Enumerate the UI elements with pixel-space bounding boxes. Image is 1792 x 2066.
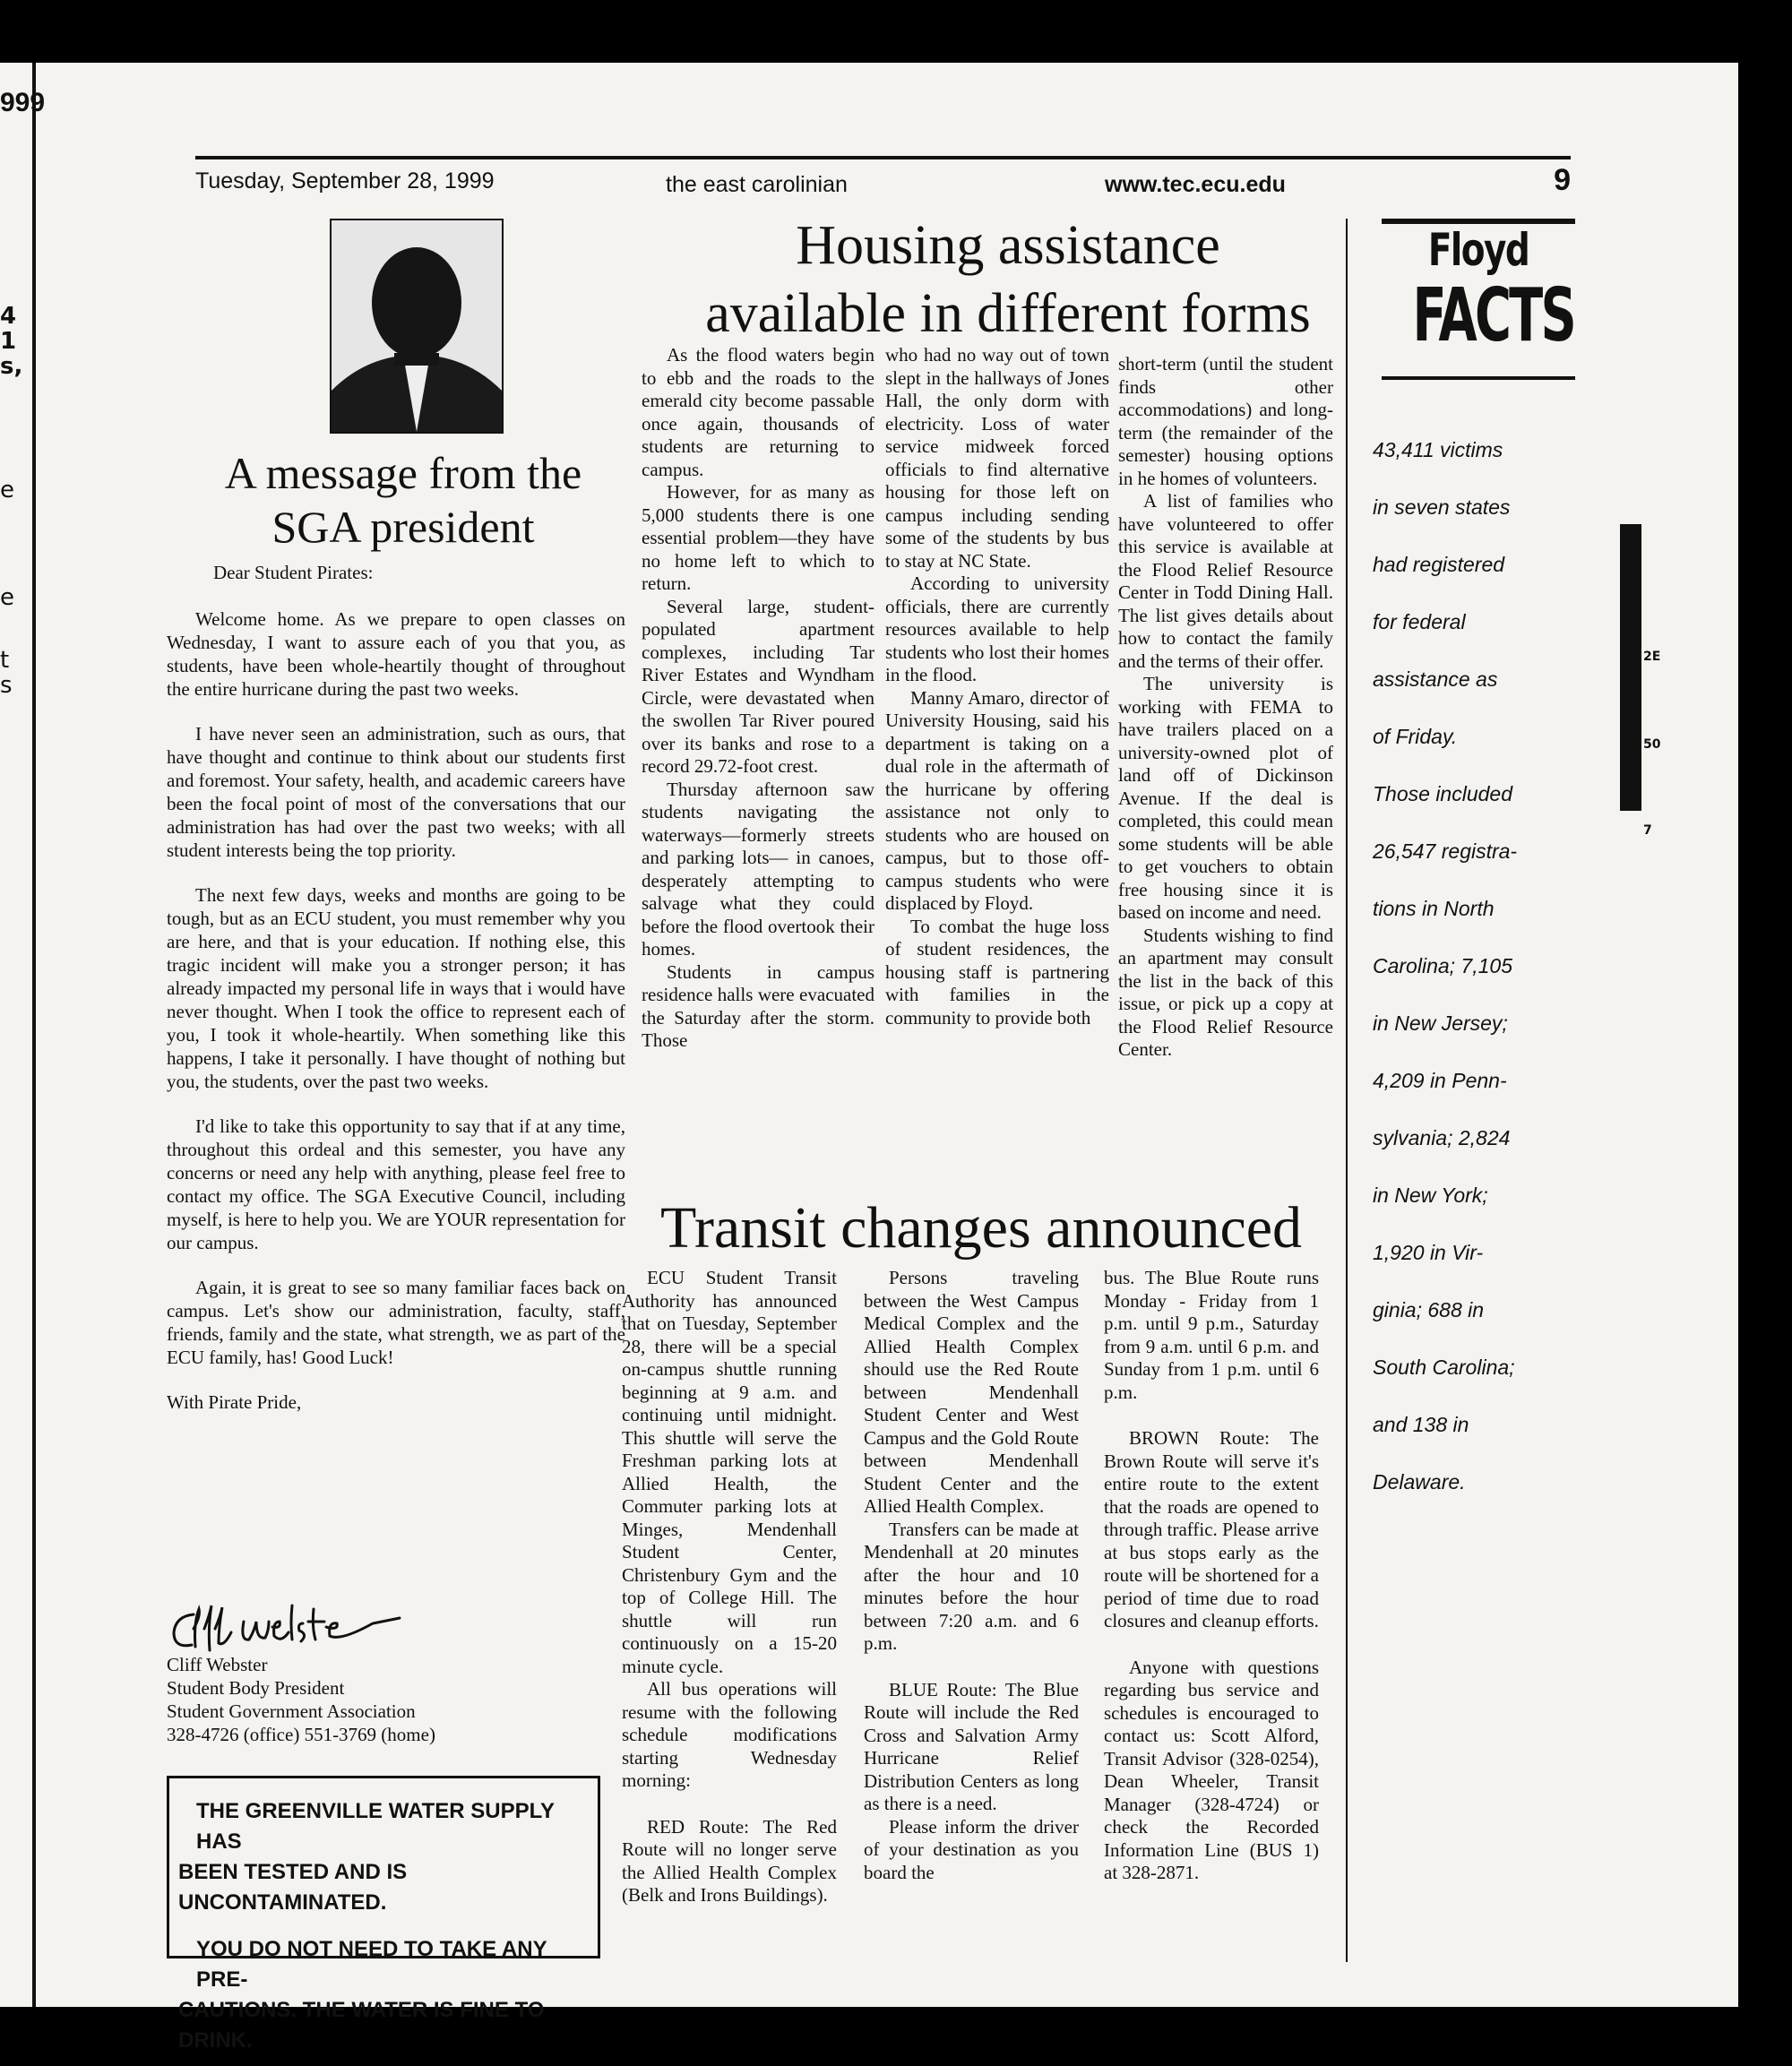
- housing-headline-line1: Housing assistance: [796, 215, 1220, 276]
- fact-line: in New Jersey;: [1373, 1011, 1508, 1035]
- water-notice-line: CAUTIONS. THE WATER IS FINE TO DRINK.: [178, 1998, 545, 2053]
- signer-phones: 328-4726 (office) 551-3769 (home): [167, 1724, 435, 1745]
- article-paragraph: bus. The Blue Route runs Monday - Friday from 1 p.m. until 9 p.m., Saturday from 9 a.m. until 6 p.m. and Sunday from 1 p.m. until 6 p.m.: [1104, 1267, 1319, 1403]
- page-folio: 999: [0, 88, 46, 117]
- article-paragraph: As the flood waters begin to ebb and the roads to the emerald city become passable once again, thousands of students are returning to campus.: [642, 344, 874, 480]
- website: www.tec.ecu.edu: [1105, 172, 1286, 197]
- letter-paragraph: The next few days, weeks and months are going to be tough, but as an ECU student, you must remember why you are here, and that is your education. If nothing else, this tragic incident will make you a stronger person; it has already impacted my personal life in ways that i would have never thought. When I took the office to represent each of you, I took it whole-heartily. When something like this happens, I take it personally. I have thought of nothing but you, the students, over the past two weeks.: [167, 884, 625, 1092]
- fact-line: and 138 in: [1373, 1413, 1469, 1436]
- fact-line: Delaware.: [1373, 1470, 1466, 1494]
- housing-headline: [632, 211, 1384, 348]
- transit-headline: Transit changes announced: [659, 1195, 1303, 1261]
- signer-org: Student Government Association: [167, 1700, 416, 1722]
- article-paragraph: Students wishing to find an apartment may consult the list in the back of this issue, or pick up a copy at the Flood Relief Resource Center.: [1118, 924, 1333, 1060]
- fragment: 7: [1643, 823, 1652, 838]
- article-paragraph: Thursday afternoon saw students navigating the waterways—formerly streets and parking lots— in canoes, desperately attempting to salvage what they could before the flood overtook their homes.: [642, 778, 874, 960]
- article-paragraph: The university is working with FEMA to have trailers placed on a university-owned plot of land off of Dickinson Avenue. If the deal is completed, this could mean some students will be able to get vouchers to obtain free housing since it is based on income and need.: [1118, 673, 1333, 923]
- article-paragraph: Transfers can be made at Mendenhall at 20 minutes after the hour and 10 minutes before the hour between 7:20 a.m. and 6 p.m.: [864, 1518, 1079, 1654]
- paper-name: the east carolinian: [666, 172, 848, 197]
- article-paragraph: RED Route: The Red Route will no longer serve the Allied Health Complex (Belk and Irons Buildings).: [622, 1815, 837, 1906]
- fragment: 2E: [1643, 650, 1661, 664]
- transit-column-1: [622, 1267, 837, 1907]
- letter-closing: With Pirate Pride,: [167, 1391, 302, 1413]
- article-paragraph: A list of families who have volunteered to offer this service is available at the Flood Relief Resource Center in Todd Dining Hall. The list gives details about how to contact the family and the terms of their offer.: [1118, 490, 1333, 672]
- article-paragraph: Manny Amaro, director of University Housing, said his department is taking on a dual role in the aftermath of the hurricane by offering assistance not only to students who are housed on campus, but to those off-campus students who were displaced by Floyd.: [885, 686, 1109, 914]
- letter-paragraph: I'd like to take this opportunity to say that if at any time, throughout this ordeal and this semester, you have any concerns or need any help with anything, please feel free to contact my office. The SGA Executive Council, including myself, is here to help you. We are YOUR representation for our campus.: [167, 1115, 625, 1253]
- fact-line: sylvania; 2,824: [1373, 1126, 1511, 1149]
- fact-line: 4,209 in Penn-: [1373, 1069, 1507, 1092]
- fragment: 1: [0, 328, 17, 355]
- facts-word: FACTS: [1412, 273, 1574, 358]
- transit-column-2: [864, 1267, 1079, 1884]
- fragment: 50: [1643, 737, 1661, 752]
- fact-line: for federal: [1373, 610, 1466, 633]
- housing-headline-line2: available in different forms: [705, 283, 1311, 344]
- fragment: s,: [0, 353, 23, 380]
- fact-line: 26,547 registra-: [1373, 839, 1518, 863]
- fact-line: had registered: [1373, 553, 1505, 576]
- fragment: e: [0, 584, 14, 611]
- article-paragraph: According to university officials, there are currently resources available to help students who lost their homes in the flood.: [885, 572, 1109, 685]
- signer-name: Cliff Webster: [167, 1654, 268, 1675]
- floyd-word: Floyd: [1427, 224, 1529, 276]
- fact-line: Those included: [1373, 782, 1512, 805]
- letter-paragraph: Again, it is great to see so many familiar faces back on campus. Let's show our administration, faculty, staff, friends, family and the state, what strength, we as part of the ECU family, has! Good Luck!: [167, 1277, 625, 1368]
- article-paragraph: who had no way out of town slept in the hallways of Jones Hall, the only dorm with electricity. Loss of water service midweek forced officials to find alternative housing for those left on campus including sending some of the students by bus to stay at NC State.: [885, 344, 1109, 572]
- fact-line: ginia; 688 in: [1373, 1298, 1485, 1321]
- transit-column-3: [1104, 1267, 1319, 1885]
- fragment: t: [0, 647, 10, 674]
- water-notice-line: YOU DO NOT NEED TO TAKE ANY PRE-: [196, 1937, 547, 1992]
- fact-line: Carolina; 7,105: [1373, 954, 1512, 977]
- fragment: e: [0, 477, 14, 504]
- housing-column-1: [642, 344, 874, 1053]
- fact-line: South Carolina;: [1373, 1356, 1515, 1379]
- article-paragraph: Students in campus residence halls were evacuated the Saturday after the storm. Those: [642, 960, 874, 1051]
- water-notice-box: [167, 1776, 600, 2053]
- sga-letter: [167, 561, 625, 1414]
- salutation: Dear Student Pirates:: [213, 562, 374, 583]
- fact-line: in seven states: [1373, 495, 1511, 519]
- signature-block: [167, 1653, 435, 1746]
- adjacent-page-bar: [1620, 524, 1661, 838]
- page-header: [195, 108, 1571, 197]
- floyd-facts-sidebar: [1346, 219, 1572, 1962]
- article-paragraph: All bus operations will resume with the following schedule modifications starting Wednesday morning:: [622, 1678, 837, 1791]
- adjacent-page-strip: [0, 63, 36, 2007]
- page-number: 9: [1554, 163, 1571, 197]
- issue-date: Tuesday, September 28, 1999: [195, 168, 495, 194]
- sga-headline-line1: A message from the: [224, 448, 582, 498]
- fact-line: of Friday.: [1373, 725, 1458, 748]
- article-paragraph: short-term (until the student finds other accommodations) and long-term (the remainder of the semester) housing options in he homes of volunteers.: [1118, 353, 1333, 489]
- article-paragraph: BROWN Route: The Brown Route will serve it's entire route to the extent that the roads are opened to through traffic. Please arrive at bus stops early as the route will be shortened for a period of time due to road closures and cleanup efforts.: [1104, 1427, 1319, 1631]
- signer-role: Student Body President: [167, 1677, 345, 1699]
- article-paragraph: BLUE Route: The Blue Route will include the Red Cross and Salvation Army Hurricane Relief Distribution Centers as long as there is a need.: [864, 1678, 1079, 1814]
- fact-line: tions in North: [1373, 897, 1495, 920]
- fact-line: 43,411 victims: [1373, 438, 1503, 461]
- fragment: s: [0, 672, 13, 699]
- sga-president-photo: [330, 219, 504, 434]
- water-notice-line: THE GREENVILLE WATER SUPPLY HAS: [196, 1799, 555, 1854]
- sga-headline: [179, 446, 627, 554]
- article-paragraph: ECU Student Transit Authority has announced that on Tuesday, September 28, there will be a special on-campus shuttle running beginning at 9 a.m. and continuing until midnight. This shuttle will serve the Freshman parking lots at Allied Health, the Commuter parking lots at Minges, Mendenhall Student Center, Christenbury Gym and the top of College Hill. The shuttle will run continuously on a 15-20 minute cycle.: [622, 1267, 837, 1677]
- housing-column-3: [1118, 353, 1333, 1062]
- floyd-facts-logo: [1382, 219, 1575, 380]
- signature: [167, 1597, 426, 1656]
- fragment: 4: [0, 303, 17, 330]
- letter-paragraph: Welcome home. As we prepare to open classes on Wednesday, I want to assure each of you that you, as students, have been whole-heartily thought of throughout the entire hurricane during the past two weeks.: [167, 608, 625, 700]
- article-paragraph: Several large, student-populated apartment complexes, including Tar River Estates and Wyndham Circle, were devastated when the swollen Tar River poured over its banks and rose to a record 29.72-foot crest.: [642, 595, 874, 777]
- article-paragraph: Please inform the driver of your destination as you board the: [864, 1815, 1079, 1883]
- fact-line: in New York;: [1373, 1184, 1488, 1207]
- article-paragraph: Anyone with questions regarding bus service and schedules is encouraged to contact us: Scott Alford, Transit Advisor (328-0254), Dean Wheeler, Transit Manager (328-4724) or check the Recorded Information Line (BUS 1) at 328-2871.: [1104, 1656, 1319, 1883]
- floyd-facts-list: [1373, 421, 1570, 1511]
- article-paragraph: However, for as many as 5,000 students there is one essential problem—they have no home left to which to return.: [642, 481, 874, 594]
- article-paragraph: To combat the huge loss of student residences, the housing staff is partnering with families in the community to provide both: [885, 915, 1109, 1029]
- article-paragraph: Persons traveling between the West Campus Medical Complex and the Allied Health Complex should use the Red Route between Mendenhall Student Center and West Campus and the Gold Route between Mendenhall Student Center and the Allied Health Complex.: [864, 1267, 1079, 1517]
- water-notice-line: BEEN TESTED AND IS UNCONTAMINATED.: [178, 1860, 408, 1915]
- letter-paragraph: I have never seen an administration, such as ours, that have thought and continue to think about our students first and foremost. Your safety, health, and academic careers have been the focal point of most of the conversations that our administration has had over the past two weeks; with all student interests being the top priority.: [167, 723, 625, 861]
- sga-headline-line2: SGA president: [271, 502, 535, 552]
- housing-column-2: [885, 344, 1109, 1029]
- fact-line: 1,920 in Vir-: [1373, 1241, 1484, 1264]
- fact-line: assistance as: [1373, 667, 1498, 691]
